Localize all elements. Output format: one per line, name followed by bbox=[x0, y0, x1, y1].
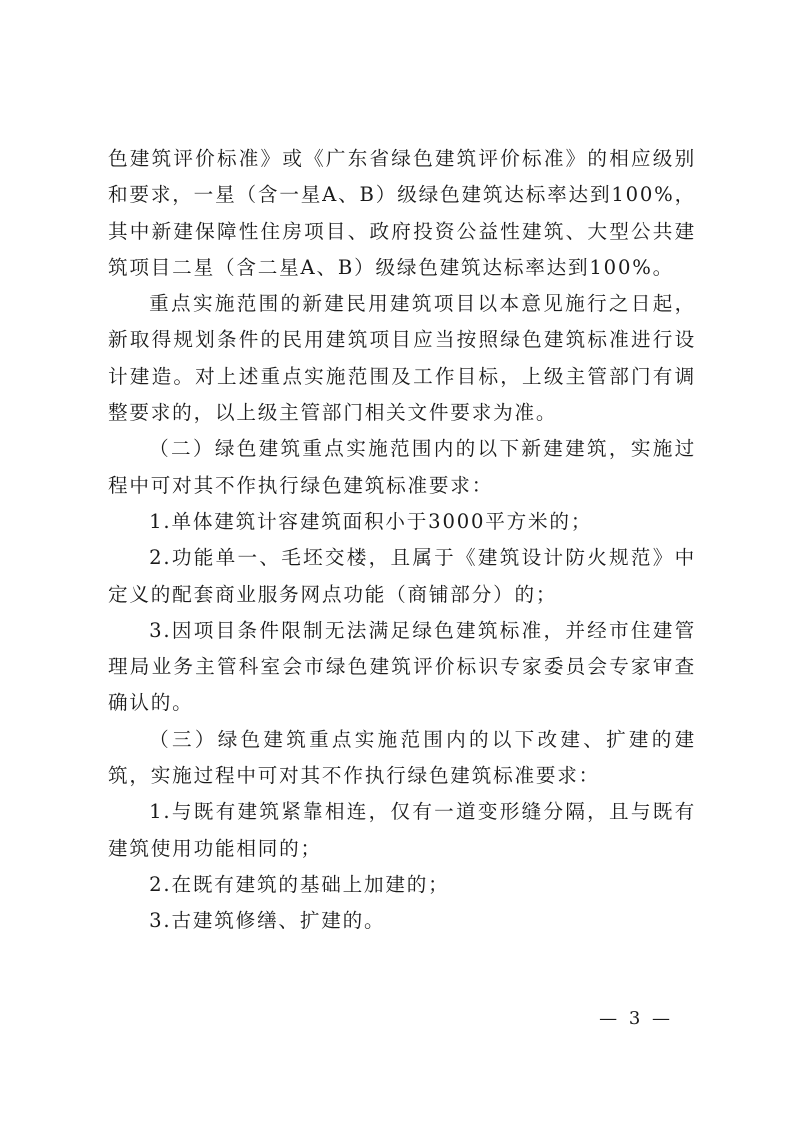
page-number: — 3 — bbox=[599, 1008, 673, 1029]
section-two-heading: （二）绿色建筑重点实施范围内的以下新建建筑，实施过程中可对其不作执行绿色建筑标准要求： bbox=[108, 437, 696, 497]
document-body bbox=[108, 141, 696, 940]
paragraph-continuation: 色建筑评价标准》或《广东省绿色建筑评价标准》的相应级别和要求，一星（含一星A、B）级绿色建筑达标率达到100%，其中新建保障性住房项目、政府投资公益性建筑、大型公共建筑项目二星（含二星A、B）级绿色建筑达标率达到100%。 bbox=[108, 147, 696, 279]
section-two-item-3: 3.因项目条件限制无法满足绿色建筑标准，并经市住建管理局业务主管科室会市绿色建筑评价标识专家委员会专家审查确认的。 bbox=[108, 618, 696, 715]
section-three-item-1: 1.与既有建筑紧靠相连，仅有一道变形缝分隔，且与既有建筑使用功能相同的； bbox=[108, 800, 696, 860]
section-two-item-2: 2.功能单一、毛坯交楼，且属于《建筑设计防火规范》中定义的配套商业服务网点功能（商铺部分）的； bbox=[108, 546, 696, 606]
section-two-item-1: 1.单体建筑计容建筑面积小于3000平方米的； bbox=[149, 509, 593, 533]
section-three-heading: （三）绿色建筑重点实施范围内的以下改建、扩建的建筑，实施过程中可对其不作执行绿色建筑标准要求： bbox=[108, 727, 696, 788]
section-three-item-2: 2.在既有建筑的基础上加建的； bbox=[149, 872, 450, 896]
paragraph-key-scope: 重点实施范围的新建民用建筑项目以本意见施行之日起，新取得规划条件的民用建筑项目应当按照绿色建筑标准进行设计建造。对上述重点实施范围及工作目标，上级主管部门有调整要求的，以上级主管部门相关文件要求为准。 bbox=[108, 292, 696, 425]
section-three-item-3: 3.古建筑修缮、扩建的。 bbox=[149, 909, 386, 933]
